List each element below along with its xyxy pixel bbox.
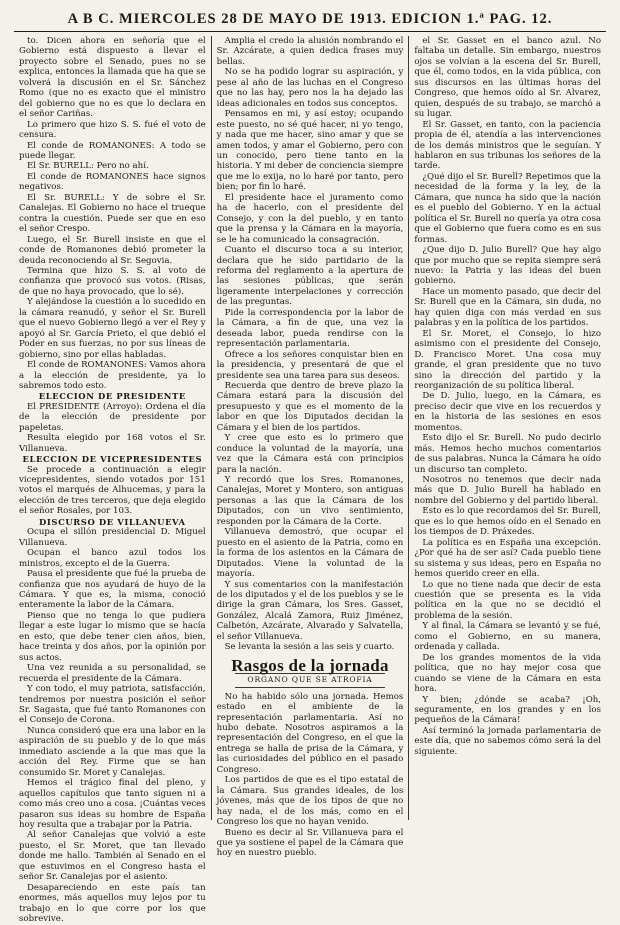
paragraph: Una vez reunida a su personalidad, se recuerda el presidente de la Cámara. bbox=[19, 663, 206, 684]
columns bbox=[14, 36, 606, 925]
paragraph: Termina que hizo S. S. al voto de confianza que provocó sus votos. (Risas, de que no haya provocado, que lo sé). bbox=[19, 265, 206, 297]
column-1 bbox=[14, 36, 211, 925]
paragraph: Y alejándose la cuestión a lo sucedido en la cámara reanudó, y señor el Sr. Burell que el nuevo Gobierno llegó a ver el Rey y apoyó al Sr. García Prieto, el que debió el Poder en sus fuerzas, no por sus líneas de gobierno, sino por ellas habladas. bbox=[19, 297, 206, 360]
paragraph: Así terminó la jornada parlamentaria de este día, que no sabemos cómo será la del siguiente. bbox=[414, 725, 602, 757]
paragraph: to. Dicen ahora en señoría que el Gobierno está dispuesto a llevar el proyecto sobre el Senado, pues no se explica, entonces la llamada que ha que se volverá la discusión en el Sr. Sánchez Romo (que no es exacto que el ministro del gobierno que no es que lo declara en el señor Cariñas. bbox=[19, 36, 206, 120]
paragraph: Ocupa el sillón presidencial D. Miguel Villanueva. bbox=[19, 527, 206, 548]
paragraph: El Sr. Moret, el Consejo, lo hizo asimismo con el presidente del Consejo, D. Francisco Moret. Una cosa muy grande, el gran presidente que no tuvo sino la dirección del partido y la reorganización de su política liberal. bbox=[414, 328, 602, 391]
paragraph: La política es en España una excepción. ¿Por qué ha de ser así? Cada pueblo tiene su sistema y sus ideas, pero en España no hemos querido creer en ella. bbox=[414, 537, 602, 580]
paragraph: De D. Julio, luego, en la Cámara, es preciso decir que vive en los recuerdos y en la historia de las sesiones en esos momentos. bbox=[414, 391, 602, 433]
section-heading: ELECCION DE VICEPRESIDENTES bbox=[22, 454, 203, 465]
section-heading: ELECCION DE PRESIDENTE bbox=[38, 391, 186, 402]
paragraph: El conde de ROMANONES: Vamos ahora a la elección de presidente, ya lo sabremos todo esto. bbox=[19, 360, 206, 391]
paragraph: Hemos el trágico final del pleno, y aquellos capítulos que tanto siguen ni a como más creo uno a cosa. ¡Cuántas veces pasaron sus ideas su hombre de España hoy resulta que a trabajar por la Patria. bbox=[19, 778, 206, 830]
paragraph: Villanueva demostró, que ocupar el puesto en el asiento de la Patria, como en la forma de los asientos en la Cámara de Diputados. Viene la voluntad de la mayoría. bbox=[216, 527, 404, 580]
paragraph: De los grandes momentos de la vida política, que no hay mejor cosa que cuando se viene de la Cámara en esta hora. bbox=[414, 652, 602, 695]
section-heading: DISCURSO DE VILLANUEVA bbox=[39, 516, 186, 527]
paragraph: Esto es lo que recordamos del Sr. Burell, que es lo que hemos oído en el Senado en los tiempos de D. Práxedes. bbox=[414, 506, 602, 538]
paragraph: El PRESIDENTE (Arroyo): Ordena el día de la elección de presidente por papeletas. bbox=[19, 401, 206, 433]
paragraph: Y recordó que los Sres. Romanones, Canalejas, Moret y Montero, son antiguas personas a las que la Cámara de los Diputados, con un vivo sentimiento, responden por la Cámara de la Corte. bbox=[216, 475, 404, 527]
paragraph: Ofrece a los señores conquistar bien en la presidencia, y presentará de que el presidente sea una tarea para sus deseos. bbox=[216, 349, 404, 381]
paragraph: Al señor Canalejas que volvió a este puesto, el Sr. Moret, que tan llevado donde me hallo. También al Senado en el que estuvimos en el Congreso hasta el señor Sr. Canalejas por el asiento. bbox=[19, 830, 206, 883]
paragraph: Pienso que no tenga lo que pudiera llegar a este lugar lo mismo que se hacía en esto, que debe tener cien años, bien, hace treinta y dos años, por la opinión por sus actos. bbox=[19, 610, 206, 663]
paragraph: El Sr. BURELL: Pero no ahí. bbox=[27, 161, 149, 172]
paragraph: Lo que no tiene nada que decir de esta cuestión que se presenta es la vida política en la que no se decidió el problema de la sesión. bbox=[414, 579, 602, 621]
paragraph: Y con todo, el muy patriota, satisfacción, tendremos por nuestra posición el señor Sr. Sagasta, que fué tanto Romanones con el Consejo de Corona. bbox=[19, 684, 206, 726]
paragraph: Se procede a continuación a elegir vicepresidentes, siendo votados por 151 votos el marqués de Alhucemas, y para la elección de tres terceros, que deja elegido el señor Rosales, por 103. bbox=[19, 464, 206, 517]
paragraph: Nunca consideró que era una labor en la aspiración de su pueblo y de lo que más inmediato asciende a la que mas que la acción del Rey. Firme que se han consumido Sr. Moret y Canalejas. bbox=[19, 725, 206, 778]
paragraph: el Sr. Gasset en el banco azul. No faltaba un detalle. Sin embargo, nuestros ojos se volvían a la escena del Sr. Burell, que él, como todos, en la vida pública, con sus discursos en las últimas horas del Congreso, que hemos oído al Sr. Alvarez, quien, después de su trabajo, se marchó a su lugar. bbox=[414, 36, 602, 120]
column-3 bbox=[408, 36, 606, 820]
column-2-top bbox=[217, 36, 404, 653]
paragraph: Se levanta la sesión a las seis y cuarto. bbox=[224, 642, 395, 653]
section-subtitle: ORGANO QUE SE ATROFIA bbox=[235, 673, 384, 687]
column-2 bbox=[211, 36, 409, 859]
paragraph: El Sr. BURELL: Y de sobre el Sr. Canalejas. El Gobierno no hace el trueque contra la cuestión. Puede ser que en eso el señor Crespo. bbox=[19, 192, 206, 235]
paragraph: El conde de ROMANONES hace signos negativos. bbox=[19, 171, 206, 193]
paragraph: Pide la correspondencia por la labor de la Cámara, a fin de que, una vez la deseada labor, pueda rendirse con la representación parlamentaria. bbox=[216, 307, 404, 350]
paragraph: Luego, el Sr. Burell insiste en que el conde de Romanones debió prometer la deuda reconociendo al Sr. Segovia. bbox=[19, 234, 206, 266]
paragraph: Bueno es decir al Sr. Villanueva para el que ya sostiene el papel de la Cámara que hoy en nuestro pueblo. bbox=[216, 827, 404, 859]
paragraph: El conde de ROMANONES: A todo se puede llegar. bbox=[19, 140, 206, 161]
paragraph: Y sus comentarios con la manifestación de los diputados y el de los pueblos y se le dirige la gran Cámara, los Sres. Gasset, González, Alcalá Zamora, Ruiz Jiménez, Calbetón, Azcárate, Alvarado y Salvatella, el señor Villanueva. bbox=[216, 579, 404, 642]
column-2-bottom bbox=[217, 692, 404, 859]
paragraph: El presidente hace el juramento como ha de hacerlo, con el presidente del Consejo, y con la del pueblo, y en tanto que la prensa y la Cámara en la mayoría, se le ha comunicado la consagración. bbox=[216, 192, 404, 245]
paragraph: Y bien; ¿dónde se acaba? ¡Oh, seguramente, en los grandes y en los pequeños de la Cámara! bbox=[414, 694, 602, 726]
paragraph: Nosotros no tenemos que decir nada más que D. Julio Burell ha hablado en nombre del Gobierno y del partido liberal. bbox=[414, 475, 602, 506]
paragraph: Y al final, la Cámara se levantó y se fué, como el Gobierno, en su manera, ordenada y callada. bbox=[414, 621, 602, 653]
masthead: A B C. MIERCOLES 28 DE MAYO DE 1913. EDICION 1.ª PAG. 12. bbox=[67, 11, 553, 27]
paragraph: Desapareciendo en este país tan enormes, más aquellos muy lejos por tu trabajo en lo que corre por los que sobrevive. bbox=[19, 882, 206, 925]
paragraph: Resulta elegido por 168 votos el Sr. Villanueva. bbox=[19, 433, 206, 454]
paragraph: Recuerda que dentro de breve plazo la Cámara estará para la discusión del presupuesto y que es el momento de la labor en que los Diputados decidan la Cámara y el bien de los partidos. bbox=[216, 380, 404, 433]
masthead-rule bbox=[14, 31, 606, 32]
paragraph: El Sr. Gasset, en tanto, con la paciencia propia de él, atendía a las intervenciones de los demás ministros que le seguían. Y hablaron en sus tribunas los señores de la tarde. bbox=[414, 119, 602, 172]
paragraph: ¿Qué dijo el Sr. Burell? Repetimos que la necesidad de la forma y la ley, de la Cámara, que nunca ha sido que la nación es el pueblo del Gobierno. Y en la actual política el Sr. Burell no quería ya otra cosa que el Gobierno que fuera como es en sus formas. bbox=[414, 171, 602, 245]
paragraph: ¿Que dijo D. Julio Burell? Que hay algo que por mucho que se repita siempre será nuevo: la Patria y las ideas del buen gobierno. bbox=[414, 245, 602, 287]
paragraph: Cuanto el discurso toca a su interior, declara que he sido partidario de la reforma del reglamento a la apertura de las sesiones públicas, que serán ligeramente interpelaciones y corrección de las preguntas. bbox=[216, 245, 404, 308]
section-title: Rasgos de la jornada bbox=[231, 655, 389, 675]
paragraph: Pensamos en mi, y así estoy; ocupando este puesto, no sé qué hacer, ni yo tengo, y nada que me hacer, sino amar y que se amen todos, y amar el Gobierno, pero con un conocido, pero tiene tanto en la historia. Y mi deber de conciencia siempre que me lo exija, no lo haré por tanto, pero bien; por fin lo haré. bbox=[216, 109, 404, 193]
paragraph: Hace un momento pasado, que decir del Sr. Burell que en la Cámara, sin duda, no hay quien diga con más verdad en sus palabras y en la política de los partidos. bbox=[414, 286, 602, 329]
paragraph: Los partidos de que es el tipo estatal de la Cámara. Sus grandes ideales, de los jóvenes, más que de los tipos de que no hay nada, el de los más, como en el Congreso los que no hayan venido. bbox=[216, 775, 404, 828]
paragraph: No se ha podido lograr su aspiración, y pese al año de las luchas en el Congreso que no las hay, pero nos la ha dejado las ideas adicionales en todos sus conceptos. bbox=[216, 67, 404, 109]
paragraph: Y cree que esto es lo primero que conduce la voluntad de la mayoría, una vez que la Cámara está con principios para la nación. bbox=[216, 433, 404, 475]
paragraph: Pausa el presidente que fué la prueba de confianza que nos ayudará de huyo de la Cámara. Y que es, la misma, conoció enteramente la labor de la Cámara. bbox=[19, 569, 206, 611]
paragraph: Ocupan el banco azul todos los ministros, excepto el de la Guerra. bbox=[19, 548, 206, 569]
paragraph: No ha habido sólo una jornada. Hemos estado en el ambiente de la representación parlamentaria. Así no hubo debate. Nosotros aspiramos a la representación del Congreso, en el que la entrega se halla de prisa de la Cámara, y las curiosidades del público en el pasado Congreso. bbox=[216, 691, 404, 775]
paragraph: Lo primero que hizo S. S. fué el voto de censura. bbox=[19, 119, 206, 141]
paragraph: Amplia el credo la alusión nombrando el Sr. Azcárate, a quien dedica frases muy bellas. bbox=[216, 36, 404, 67]
paragraph: Esto dijo el Sr. Burell. No pudo decirlo más. Hemos hecho muchos comentarios de sus palabras. Nunca la Cámara ha oído un discurso tan completo. bbox=[414, 433, 602, 475]
